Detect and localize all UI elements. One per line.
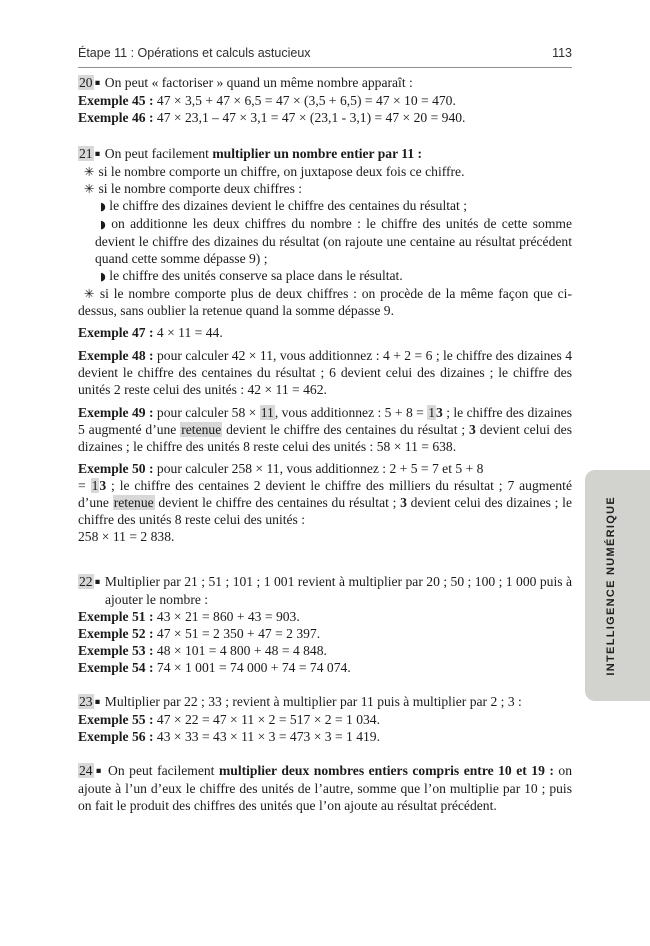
tip-21 (78, 145, 572, 163)
text-run: devient le chiffre des centaines du résultat ; (154, 495, 401, 510)
page-number: 113 (552, 46, 572, 60)
text-run: devient le chiffre des centaines du résultat ; (222, 422, 470, 437)
bold-text: 3 (469, 422, 476, 437)
bold-text: multiplier un nombre entier par 11 : (212, 146, 423, 161)
text-run: pour calculer 58 × (156, 405, 260, 420)
bold-text: Exemple 51 : (78, 609, 157, 624)
text-run: 258 × 11 = 2 838. (78, 529, 175, 544)
rule-one-digit (78, 163, 572, 180)
square-bullet-icon: ▪ (94, 766, 103, 776)
exemple-46 (78, 109, 572, 126)
tip-23 (78, 693, 572, 711)
bold-text: Exemple 54 : (78, 660, 157, 675)
text-run: 43 × 33 = 43 × 11 × 3 = 473 × 3 = 1 419. (156, 729, 381, 744)
bold-text: Exemple 53 : (78, 643, 157, 658)
square-bullet-icon: ▪ (94, 149, 101, 159)
exemple-45 (78, 92, 572, 109)
exemple-49 (78, 404, 572, 455)
text-run: devient celui des dizaines ; le chiffre des unités 8 reste celui des unités : 58 × 11 = 638. (78, 422, 572, 454)
highlighted-text: 24 (79, 763, 93, 778)
exemple-53 (78, 642, 572, 659)
page-header (78, 46, 572, 68)
text-run: pour calculer 258 × 11, vous additionnez : 2 + 5 = 7 et 5 + 8 (156, 461, 484, 476)
bold-text: Exemple 46 : (78, 110, 157, 125)
exemple-50 (78, 460, 572, 545)
text-run: 4 × 11 = 44. (156, 325, 223, 340)
text-run: On peut « factoriser » quand un même nombre apparaît : (101, 75, 413, 90)
asterisk-bullet-icon: ✳ (84, 181, 99, 196)
section-tab (585, 470, 650, 701)
text-run: Multiplier par 21 ; 51 ; 101 ; 1 001 revient à multiplier par 20 ; 50 ; 100 ; 1 000 puis à ajouter le nombre : (101, 574, 572, 607)
bold-text: Exemple 50 : (78, 461, 157, 476)
exemple-47 (78, 324, 572, 341)
text-run: devient celui des dizaines ; le chiffre des unités 8 reste celui des unités : (78, 495, 572, 527)
square-bullet-icon: ▪ (94, 577, 101, 587)
text-run: le chiffre des dizaines devient le chiffre des centaines du résultat ; (109, 198, 467, 213)
exemple-56 (78, 728, 572, 745)
exemple-51 (78, 608, 572, 625)
exemple-54 (78, 659, 572, 676)
square-bullet-icon: ▪ (94, 697, 101, 707)
rule-two-digits (78, 180, 572, 197)
text-run: si le nombre comporte plus de deux chiffres : on procède de la même façon que ci-dessus, sans oublier la retenue quand la somme dépasse 9. (78, 286, 572, 318)
text-run: si le nombre comporte deux chiffres : (98, 181, 303, 196)
exemple-48 (78, 347, 572, 398)
bold-text: Exemple 47 : (78, 325, 157, 340)
bold-text: multiplier deux nombres entiers compris entre 10 et 19 : (218, 763, 559, 778)
exemple-55 (78, 711, 572, 728)
highlighted-text: 1 (428, 405, 435, 420)
section-tab-label: INTELLIGENCE NUMÉRIQUE (604, 495, 617, 676)
text-run: 48 × 101 = 4 800 + 48 = 4 848. (156, 643, 327, 658)
exemple-52 (78, 625, 572, 642)
text-run: ; le chiffre des centaines 2 devient le chiffre des milliers du résultat ; 7 augmenté d’une (78, 478, 572, 510)
text-run: pour calculer 42 × 11, vous additionnez : 4 + 2 = 6 ; le chiffre des dizaines 4 devient le chiffre des centaines du résultat ; 6 devient celui des dizaines ; le chiffre des unités 2 reste celui des unités : 42 × 11 = 462. (78, 348, 572, 397)
text-run: 47 × 22 = 47 × 11 × 2 = 517 × 2 = 1 034. (156, 712, 381, 727)
page-body (78, 74, 572, 814)
bold-text: Exemple 56 : (78, 729, 157, 744)
text-run: on additionne les deux chiffres du nombre : le chiffre des unités de cette somme devient le chiffre des dizaines du résultat (on rajoute une centaine au résultat précédent quand cette somme dépasse 9) ; (95, 216, 572, 266)
half-circle-bullet-icon: ◗ (100, 200, 110, 213)
text-run: Multiplier par 22 ; 33 ; revient à multiplier par 11 puis à multiplier par 2 ; 3 : (101, 694, 522, 709)
text-run: 47 × 51 = 2 350 + 47 = 2 397. (156, 626, 321, 641)
highlighted-text: 20 (79, 75, 93, 90)
highlighted-text: 1 (91, 478, 99, 493)
text-run: On peut facilement (101, 146, 213, 161)
bold-text: Exemple 52 : (78, 626, 157, 641)
text-run: si le nombre comporte un chiffre, on juxtapose deux fois ce chiffre. (98, 164, 465, 179)
asterisk-bullet-icon: ✳ (84, 164, 99, 179)
tip-20 (78, 74, 572, 92)
text-run: 47 × 3,5 + 47 × 6,5 = 47 × (3,5 + 6,5) = 47 × 10 = 470. (156, 93, 456, 108)
half-circle-bullet-icon: ◗ (100, 270, 110, 283)
text-run: 74 × 1 001 = 74 000 + 74 = 74 074. (156, 660, 351, 675)
text-run: On peut facilement (103, 763, 219, 778)
highlighted-text: 11 (260, 405, 274, 420)
highlighted-text: 23 (79, 694, 93, 709)
text-run: , vous additionnez : 5 + 8 = (274, 405, 428, 420)
rule-two-digits-a (78, 197, 572, 215)
text-run: le chiffre des unités conserve sa place dans le résultat. (109, 268, 403, 283)
highlighted-text: 21 (79, 146, 93, 161)
rule-two-digits-b (78, 215, 572, 267)
square-bullet-icon: ▪ (94, 78, 101, 88)
asterisk-bullet-icon: ✳ (84, 286, 100, 301)
rule-more-digits (78, 285, 572, 319)
bold-text: Exemple 45 : (78, 93, 157, 108)
text-run: = (78, 478, 91, 493)
rule-two-digits-c (78, 267, 572, 285)
text-run: 47 × 23,1 – 47 × 3,1 = 47 × (23,1 - 3,1) = 47 × 20 = 940. (156, 110, 466, 125)
text-run: ; le chiffre des dizaines 5 augmenté d’une (78, 405, 573, 437)
bold-text: Exemple 49 : (78, 405, 157, 420)
tip-24 (78, 762, 572, 814)
running-title: Étape 11 : Opérations et calculs astucieux (78, 46, 311, 60)
bold-text: 3 (436, 405, 443, 420)
text-run: 43 × 21 = 860 + 43 = 903. (156, 609, 300, 624)
bold-text: Exemple 48 : (78, 348, 157, 363)
tip-22 (78, 573, 572, 608)
bold-text: 3 (99, 478, 107, 493)
bold-text: Exemple 55 : (78, 712, 157, 727)
bold-text: 3 (400, 495, 407, 510)
highlighted-text: retenue (181, 422, 222, 437)
highlighted-text: retenue (113, 495, 154, 510)
text-run: on ajoute à l’un d’eux le chiffre des unités de l’autre, somme que l’on multiplie par 10 ; puis on fait le produit des chiffres des unités que l’on ajoute au résultat précédent. (78, 763, 572, 813)
highlighted-text: 22 (79, 574, 93, 589)
half-circle-bullet-icon: ◗ (100, 218, 112, 231)
